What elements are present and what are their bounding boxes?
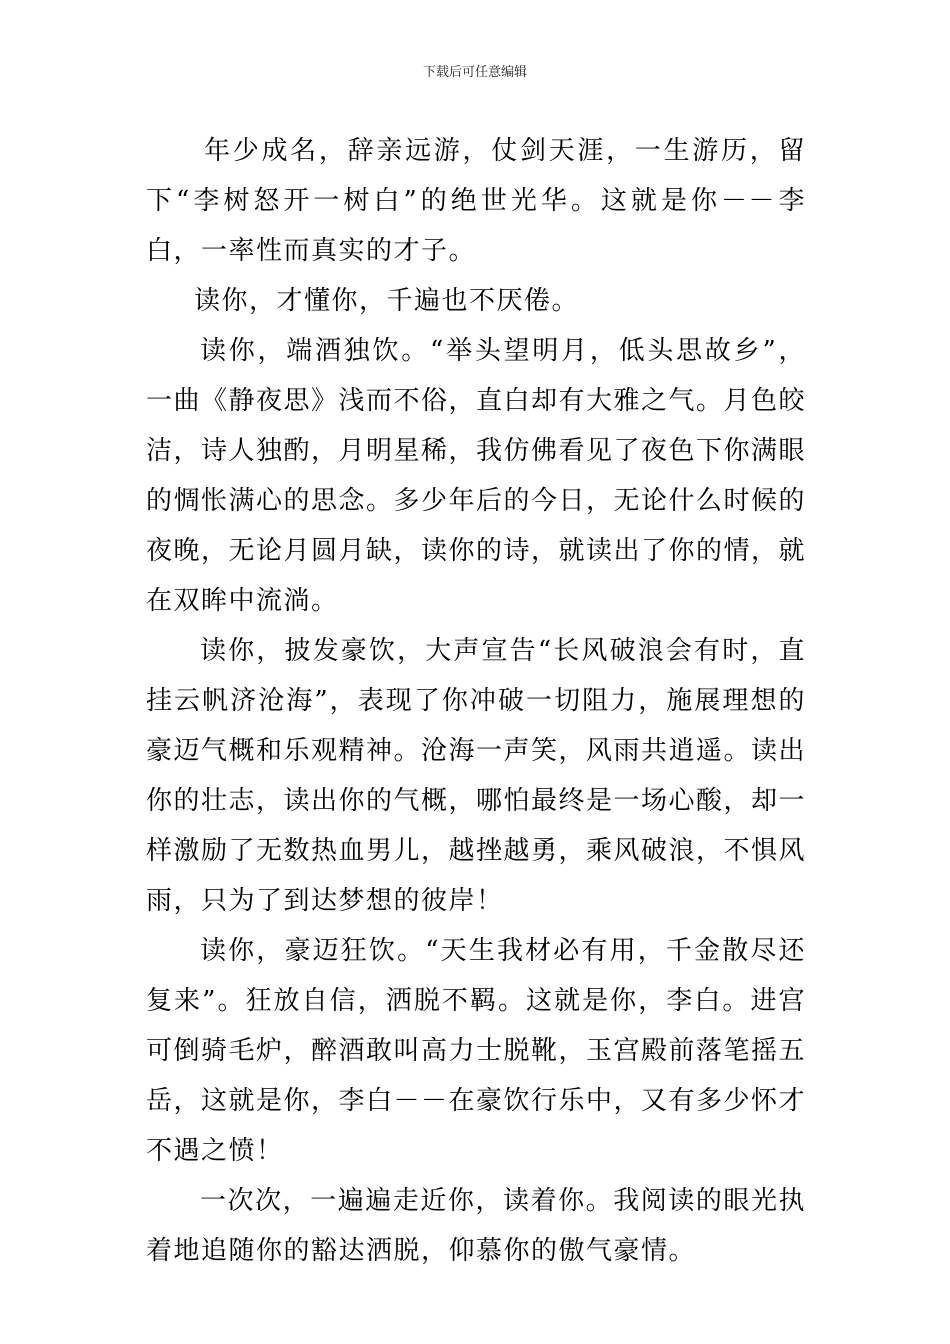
paragraph-closing: 一次次，一遍遍走近你，读着你。我阅读的眼光执着地追随你的豁达洒脱，仰慕你的傲气豪情。 [146, 1186, 806, 1266]
paragraph-read-you: 读你，才懂你，千遍也不厌倦。 [194, 286, 580, 316]
paragraph-talent: 读你，豪迈狂饮。“天生我材必有用，千金散尽还复来”。狂放自信，洒脱不羁。这就是你，李白。进宫可倒骑毛炉，醉酒敢叫高力士脱靴，玉宫殿前落笔摇五岳，这就是你，李白－－在豪饮行乐中，又有多少怀才不遇之愤！ [146, 936, 807, 1166]
page-header: 下载后可任意编辑 [422, 65, 527, 80]
paragraph-long-wind: 读你，披发豪饮，大声宣告“长风破浪会有时，直挂云帆济沧海”，表现了你冲破一切阻力，施展理想的豪迈气概和乐观精神。沧海一声笑，风雨共逍遥。读出你的壮志，读出你的气概，哪怕最终是一场心酸，却一样激励了无数热血男儿，越挫越勇，乘风破浪，不惧风雨，只为了到达梦想的彼岸！ [146, 636, 807, 916]
paragraph-intro: 年少成名，辞亲远游，仗剑天涯，一生游历，留下“李树怒开一树白”的绝世光华。这就是你－－李白，一率性而真实的才子。 [146, 136, 806, 266]
document-body [146, 126, 806, 1276]
paragraph-quiet-night: 读你，端酒独饮。“举头望明月，低头思故乡”，一曲《静夜思》浅而不俗，直白却有大雅之气。月色皎洁，诗人独酌，月明星稀，我仿佛看见了夜色下你满眼的惆怅满心的思念。多少年后的今日，无论什么时候的夜晚，无论月圆月缺，读你的诗，就读出了你的情，就在双眸中流淌。 [146, 336, 807, 616]
